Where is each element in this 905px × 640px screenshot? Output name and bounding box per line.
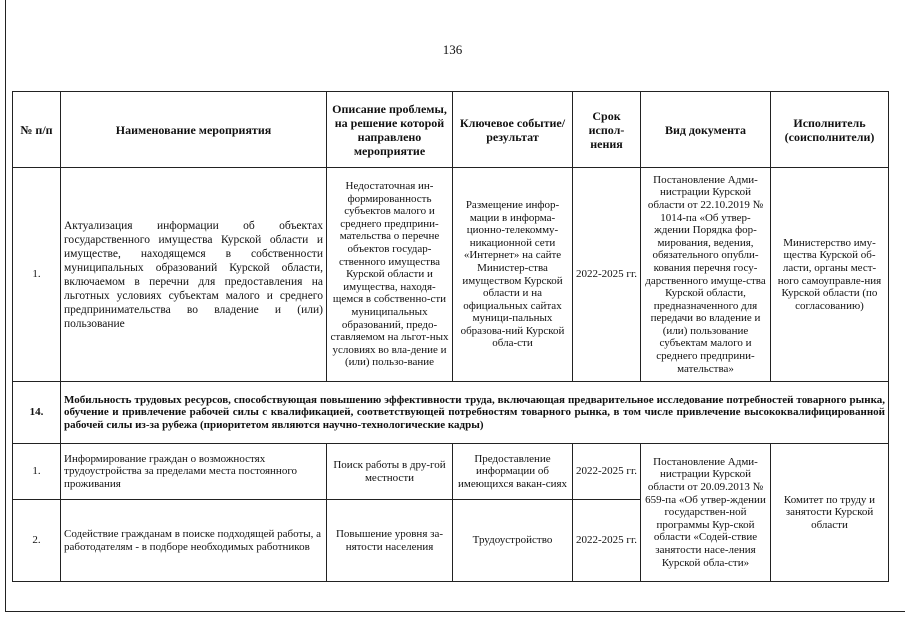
row-problem: Повышение уровня за-нятости населения (327, 500, 453, 582)
row-document: Постановление Адми-нистрации Курской области от 22.10.2019 № 1014-па «Об утвер-ждении Порядка фор-мирования, ведения, обязательного опубли-кования перечня госу-дарственного имуще-ства Курской области, предназначенного для передачи во владение и (или) пользование субъектам малого и среднего предприни-мательства» (641, 168, 771, 382)
row-executor: Комитет по труду и занятости Курской области (771, 444, 889, 582)
row-event: Предоставление информации об имеющихся вакан-сиях (453, 444, 573, 500)
row-problem: Поиск работы в дру-гой местности (327, 444, 453, 500)
header-doc: Вид документа (641, 92, 771, 168)
header-executor: Исполнитель (соисполнители) (771, 92, 889, 168)
row-activity-name: Содействие гражданам в поиске подходящей работы, а работодателям - в подборе необходимых работников (61, 500, 327, 582)
row-problem: Недостаточная ин-формированность субъектов малого и среднего предприни-мательства о перечне объектов государ-ственного имущества Курской области и имущества, находя-щемся в собственно-сти муниципальных образований, предо-ставляемом на льгот-ных условиях во вла-дение и (или) пользо-вание (327, 168, 453, 382)
row-term: 2022-2025 гг. (573, 168, 641, 382)
page-number: 136 (442, 42, 463, 57)
section-title: Мобильность трудовых ресурсов, способствующая повышению эффективности труда, включающая предварительное исследование потребностей товарного рынка, обучение и привлечение рабочей силы с квалификацией, соответствующей потребностям товарного рынка, в том числе привлечение высококвалифицированной рабочей силы из-за рубежа (приоритетом являются научно-технологические кадры) (61, 382, 889, 444)
row-num: 1. (13, 168, 61, 382)
row-term: 2022-2025 гг. (573, 500, 641, 582)
row-activity-name: Актуализация информации об объектах государственного имущества Курской области и имуществе, находящемся в собственности муниципальных образований Курской области, включаемом в перечни для предоставления на льготных условиях субъектам малого и среднего предпринимательства во владение и (или) пользование (61, 168, 327, 382)
row-term: 2022-2025 гг. (573, 444, 641, 500)
section-number: 14. (13, 382, 61, 444)
header-problem: Описание проблемы, на решение которой направлено мероприятие (327, 92, 453, 168)
row-event: Трудоустройство (453, 500, 573, 582)
header-event: Ключевое событие/ результат (453, 92, 573, 168)
row-num: 2. (13, 500, 61, 582)
page-frame-bottom-border (5, 611, 905, 612)
row-num: 1. (13, 444, 61, 500)
row-executor: Министерство иму-щества Курской об-ласти, органы мест-ного самоуправле-ния Курской области (по согласованию) (771, 168, 889, 382)
page-frame-left-border (5, 0, 6, 611)
table-row (13, 444, 889, 500)
activities-table (12, 91, 889, 582)
header-term: Срок испол-нения (573, 92, 641, 168)
row-event: Размещение инфор-мации в информа-ционно-телекомму-никационной сети «Интернет» на сайте Министер-ства имуществом Курской области и на официальных сайтах муници-пальных образова-ний Курской обла-сти (453, 168, 573, 382)
table-row (13, 168, 889, 382)
row-document: Постановление Адми-нистрации Курской области от 20.09.2013 № 659-па «Об утвер-ждении государствен-ной программы Кур-ской области «Содей-ствие занятости насе-ления Курской обла-сти» (641, 444, 771, 582)
table-header-row (13, 92, 889, 168)
header-name: Наименование мероприятия (61, 92, 327, 168)
header-num: № п/п (13, 92, 61, 168)
section-row (13, 382, 889, 444)
row-activity-name: Информирование граждан о возможностях трудоустройства за пределами места постоянного проживания (61, 444, 327, 500)
